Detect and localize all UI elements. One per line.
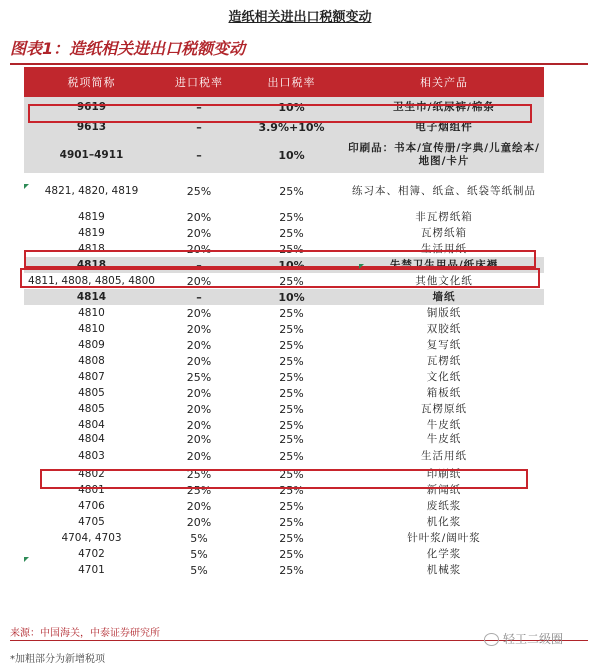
cell-export-rate: 25% (279, 499, 304, 513)
cell-code: 4704, 4703 (61, 531, 122, 544)
cell-import-rate: – (159, 289, 239, 305)
cell-code: 4810 (78, 306, 105, 319)
cell-product: 铜版纸 (426, 306, 462, 319)
cell-code: 4819 (78, 210, 105, 223)
cell-export-rate: 25% (279, 226, 304, 240)
cell-export-rate: 25% (279, 467, 304, 481)
cell-export-rate: 25% (279, 322, 304, 336)
cell-import-rate: 20% (186, 386, 212, 400)
cell-import-rate: – (159, 257, 239, 273)
cell-export-rate: 25% (279, 210, 304, 224)
table-row (24, 530, 544, 546)
cell-export-rate: 25% (279, 449, 304, 463)
wechat-icon (484, 633, 499, 646)
cell-product: 机化浆 (426, 515, 462, 528)
watermark (484, 630, 563, 647)
cell-product: 电子烟组件 (344, 117, 544, 137)
table-row (24, 446, 544, 466)
header-code: 税项简称 (24, 67, 159, 97)
cell-product: 生活用纸 (421, 449, 467, 462)
cell-import-rate: 5% (190, 531, 208, 545)
cell-import-rate: 20% (186, 499, 212, 513)
cell-import-rate: 20% (186, 449, 212, 463)
cell-import-rate: 20% (186, 433, 212, 446)
cell-import-rate: 20% (186, 402, 212, 416)
cell-import-rate: 20% (186, 515, 212, 529)
cell-product: 卫生巾/纸尿裤/棉条 (344, 97, 544, 117)
cell-code: 9619 (24, 97, 159, 117)
cell-code: 4808 (78, 354, 105, 367)
cell-code: 9613 (24, 117, 159, 137)
cell-code: 4819 (78, 226, 105, 239)
cell-code: 4818 (78, 242, 105, 255)
title-rule (10, 63, 588, 65)
table-row (24, 401, 544, 417)
cell-import-rate: 5% (190, 547, 208, 561)
cell-export-rate: 25% (279, 418, 304, 432)
cell-product: 双胶纸 (426, 322, 462, 335)
cell-product: 瓦楞纸 (426, 354, 462, 367)
cell-product: 生活用纸 (421, 242, 467, 255)
cell-code: 4706 (78, 499, 105, 512)
cell-product: 牛皮纸 (426, 418, 462, 431)
cell-marker (359, 264, 364, 269)
cell-product: 新闻纸 (426, 483, 462, 496)
cell-import-rate: – (159, 97, 239, 117)
row-highlight-box (28, 104, 532, 123)
row-highlight-box (20, 268, 540, 288)
cell-export-rate: 25% (279, 274, 304, 288)
table-row (24, 369, 544, 385)
row-highlight-box (40, 469, 528, 489)
table-row (24, 321, 544, 337)
cell-export-rate: 25% (279, 370, 304, 384)
cell-product: 瓦楞原纸 (421, 402, 467, 415)
cell-code: 4803 (78, 449, 105, 462)
header-import: 进口税率 (159, 67, 239, 97)
table-row (24, 305, 544, 321)
cell-import-rate: 20% (186, 242, 212, 256)
cell-export-rate: 25% (279, 547, 304, 561)
figure-title: 图表1：造纸相关进出口税额变动 (10, 39, 246, 58)
cell-product: 废纸浆 (426, 499, 462, 512)
table-header-row (24, 67, 544, 97)
cell-code: 4821, 4820, 4819 (44, 184, 139, 197)
cell-code: 4705 (78, 515, 105, 528)
page-title: 造纸相关进出口税额变动 (228, 10, 372, 25)
cell-product: 化学浆 (426, 547, 462, 560)
table-row (24, 225, 544, 241)
header-export: 出口税率 (239, 67, 344, 97)
cell-marker (24, 184, 29, 189)
cell-import-rate: 25% (186, 370, 212, 384)
cell-product: 文化纸 (426, 370, 462, 383)
watermark-text: 轻工二级圈 (503, 632, 564, 646)
cell-import-rate: 20% (186, 274, 212, 288)
cell-export-rate: 25% (279, 386, 304, 400)
cell-export-rate: 3.9%+10% (239, 117, 344, 137)
cell-import-rate: 25% (186, 483, 212, 497)
cell-code: 4818 (24, 257, 159, 273)
cell-import-rate: 20% (186, 322, 212, 336)
cell-export-rate: 10% (239, 257, 344, 273)
cell-code: 4809 (78, 338, 105, 351)
cell-product: 练习本、相簿、纸盒、纸袋等纸制品 (352, 184, 536, 197)
cell-export-rate: 10% (239, 137, 344, 173)
cell-marker (24, 557, 29, 562)
cell-product: 失禁卫生用品/纸床褥 (344, 257, 544, 273)
cell-export-rate: 25% (279, 483, 304, 497)
cell-import-rate: 20% (186, 306, 212, 320)
table-row (24, 546, 544, 562)
cell-product: 其他文化纸 (415, 274, 473, 287)
cell-import-rate: 25% (186, 184, 212, 198)
table-row (24, 498, 544, 514)
tariff-table (24, 67, 544, 578)
table-row (24, 337, 544, 353)
table-row (24, 353, 544, 369)
cell-product: 墙纸 (344, 289, 544, 305)
cell-code: 4810 (78, 322, 105, 335)
cell-code: 4802 (78, 467, 105, 480)
cell-export-rate: 25% (279, 433, 304, 446)
cell-export-rate: 25% (279, 242, 304, 256)
cell-code: 4805 (78, 386, 105, 399)
cell-import-rate: – (159, 137, 239, 173)
cell-export-rate: 25% (279, 531, 304, 545)
cell-export-rate: 25% (279, 306, 304, 320)
cell-product: 复写纸 (426, 338, 462, 351)
cell-product: 印刷纸 (426, 467, 462, 480)
cell-export-rate: 25% (279, 354, 304, 368)
cell-export-rate: 10% (239, 97, 344, 117)
cell-export-rate: 25% (279, 402, 304, 416)
cell-code: 4701 (78, 563, 105, 576)
cell-export-rate: 25% (279, 338, 304, 352)
cell-product: 牛皮纸 (426, 433, 462, 445)
cell-code: 4807 (78, 370, 105, 383)
table-row (24, 433, 544, 446)
table-body (24, 97, 544, 578)
cell-product: 瓦楞纸箱 (421, 226, 467, 239)
cell-product: 非瓦楞纸箱 (415, 210, 473, 223)
cell-import-rate: 5% (190, 563, 208, 577)
table-row (24, 514, 544, 530)
cell-export-rate: 25% (279, 184, 304, 198)
cell-code: 4901–4911 (24, 137, 159, 173)
cell-product: 印刷品：书本/宣传册/字典/儿童绘本/地图/卡片 (344, 137, 544, 173)
cell-product: 针叶浆/阔叶浆 (407, 531, 481, 544)
cell-code: 4804 (78, 433, 105, 445)
cell-code: 4814 (24, 289, 159, 305)
cell-product: 箱板纸 (426, 386, 462, 399)
cell-import-rate: – (159, 117, 239, 137)
cell-import-rate: 20% (186, 418, 212, 432)
cell-code: 4702 (78, 547, 105, 560)
cell-code: 4804 (78, 418, 105, 431)
bold-note: *加粗部分为新增税项 (10, 654, 105, 665)
table-row (24, 173, 544, 209)
cell-export-rate: 25% (279, 515, 304, 529)
source-note: 来源：中国海关，中泰证券研究所 (10, 628, 160, 639)
table-row (24, 289, 544, 305)
table-row (24, 385, 544, 401)
cell-code: 4811, 4808, 4805, 4800 (28, 274, 155, 287)
table-row (24, 417, 544, 433)
cell-import-rate: 20% (186, 226, 212, 240)
cell-product: 机械浆 (426, 563, 462, 576)
cell-export-rate: 10% (239, 289, 344, 305)
cell-export-rate: 25% (279, 563, 304, 577)
cell-code: 4801 (78, 483, 105, 496)
table-row (24, 209, 544, 225)
cell-code: 4805 (78, 402, 105, 415)
header-product: 相关产品 (344, 67, 544, 97)
cell-import-rate: 25% (186, 467, 212, 481)
cell-import-rate: 20% (186, 210, 212, 224)
table-row (24, 137, 544, 173)
table-row (24, 562, 544, 578)
row-highlight-box (24, 250, 536, 268)
cell-import-rate: 20% (186, 338, 212, 352)
cell-import-rate: 20% (186, 354, 212, 368)
